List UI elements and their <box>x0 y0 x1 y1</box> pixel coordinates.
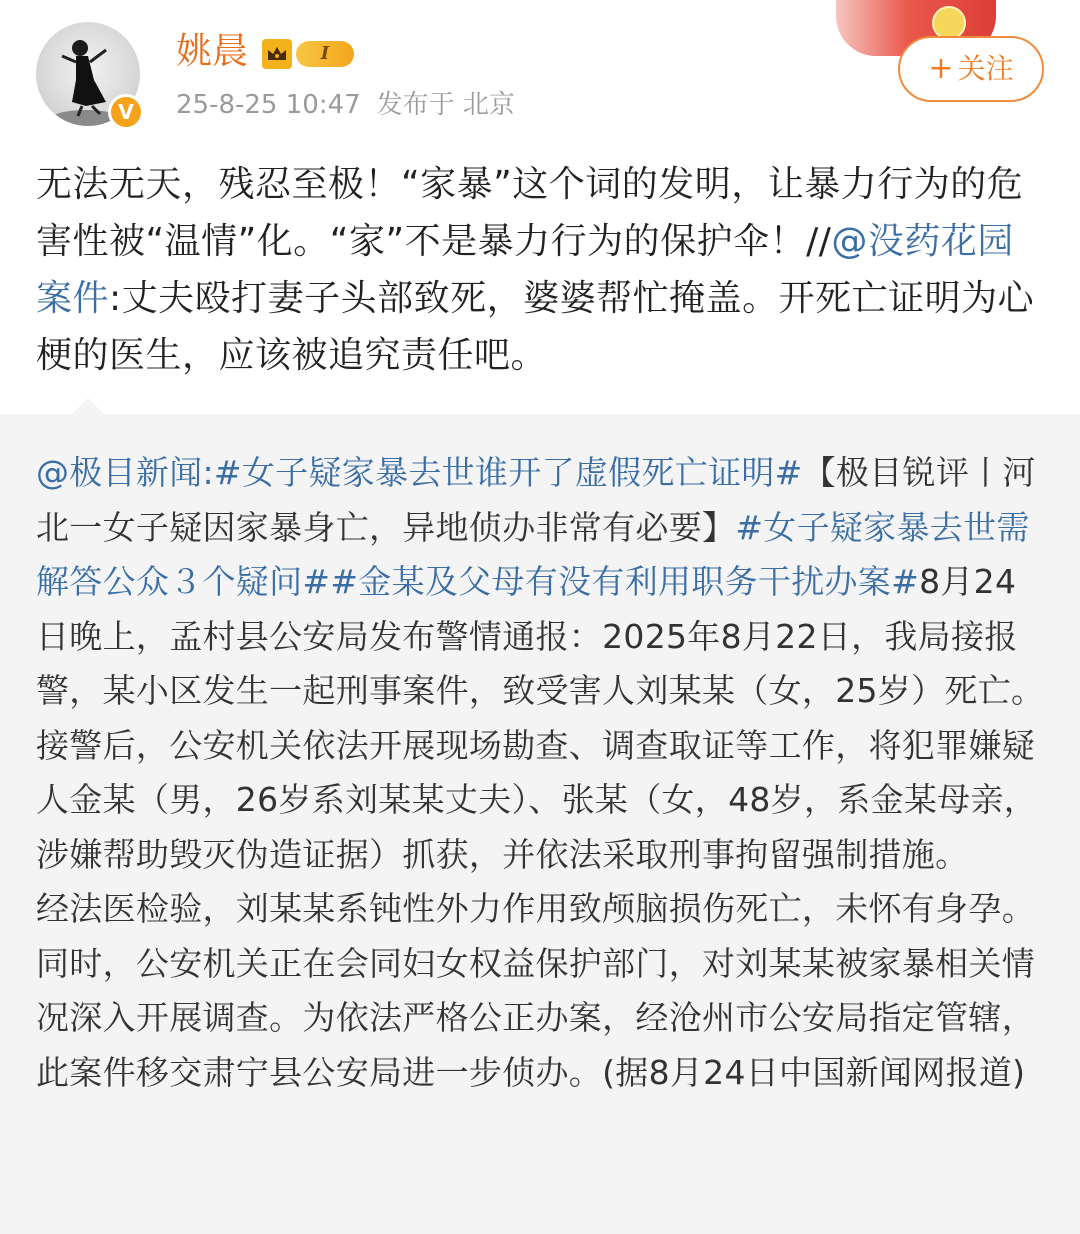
source-mention-link[interactable]: @极目新闻: <box>36 453 214 492</box>
post-location: 发布于 北京 <box>376 90 515 120</box>
follow-button[interactable] <box>898 36 1044 102</box>
repost-block[interactable] <box>0 414 1080 1234</box>
verified-icon: V <box>108 94 144 130</box>
follow-label: 关注 <box>957 52 1014 85</box>
emblem-icon <box>932 6 966 40</box>
level-badge: I <box>296 41 354 67</box>
author-name[interactable]: 姚晨 <box>176 31 249 72</box>
post-text <box>36 156 1046 384</box>
hashtag-link[interactable]: #女子疑家暴去世需解答公众３个疑问# <box>36 507 1030 601</box>
post-header <box>0 0 1080 140</box>
post-text-part-2: :丈夫殴打妻子头部致死，婆婆帮忙掩盖。开死亡证明为心梗的医生，应该被追究责任吧。 <box>36 278 1035 376</box>
crown-icon <box>262 39 292 69</box>
post-meta <box>176 88 515 122</box>
hashtag-link[interactable]: #女子疑家暴去世谁开了虚假死亡证明# <box>213 453 803 492</box>
plus-icon: + <box>928 51 954 86</box>
repost-body-2: 经法医检验，刘某某系钝性外力作用致颅脑损伤死亡，未怀有身孕。同时，公安机关正在会同妇女权益保护部门，对刘某某被家暴相关情况深入开展调查。为依法严格公正办案，经沧州市公安局指定管辖，此案件移交肃宁县公安局进一步侦办。(据8月24日中国新闻网报道) <box>36 889 1035 1092</box>
repost-headline: 【极目锐评丨河北一女子疑因家暴身亡，异地侦办非常有必要】 <box>36 453 1036 547</box>
avatar[interactable] <box>36 22 144 130</box>
post-timestamp: 25-8-25 10:47 <box>176 90 361 120</box>
mention-link[interactable]: @没药花园案件 <box>36 221 1014 319</box>
repost-notch <box>72 398 104 414</box>
repost-body-1: 8月24日晚上，孟村县公安局发布警情通报：2025年8月22日，我局接报警，某小区发生一起刑事案件，致受害人刘某某（女，25岁）死亡。接警后，公安机关依法开展现场勘查、调查取证等工作，将犯罪嫌疑人金某（男，26岁系刘某某丈夫）、张某（女，48岁，系金某母亲，涉嫌帮助毁灭伪造证据）抓获，并依法采取刑事拘留强制措施。 <box>36 562 1045 874</box>
hashtag-link[interactable]: #金某及父母有没有利用职务干扰办案# <box>330 562 920 601</box>
member-badge[interactable] <box>262 38 358 70</box>
post-text-part-1: 无法无天，残忍至极！“家暴”这个词的发明，让暴力行为的危害性被“温情”化。“家”不是暴力行为的保护伞！// <box>36 164 1024 262</box>
repost-text <box>36 446 1046 1100</box>
